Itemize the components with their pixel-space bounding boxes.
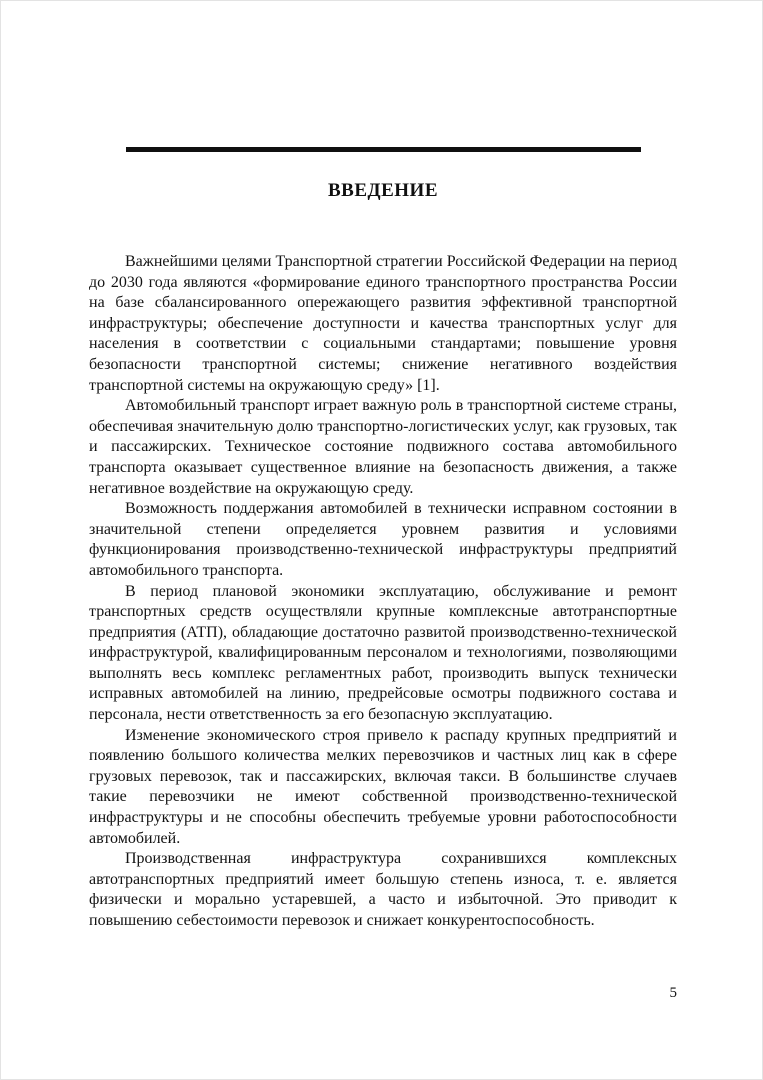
paragraph: Автомобильный транспорт играет важную роль в транспортной системе страны, обеспечивая значительную долю транспортно-логистических услуг, как грузовых, так и пассажирских. Техническое состояние подвижного состава автомобильного транспорта оказывает существенное влияние на безопасность движения, а также негативное воздействие на окружающую среду. xyxy=(89,397,677,497)
paragraph: Изменение экономического строя привело к распаду крупных предприятий и появлению большого количества мелких перевозчиков и частных лиц как в сфере грузовых перевозок, так и пассажирских, включая такси. В большинстве случаев такие перевозчики не имеют собственной производственно-технической инфраструктуры и не способны обеспечить требуемые уровни работоспособности автомобилей. xyxy=(89,726,677,847)
paragraph: В период плановой экономики эксплуатацию, обслуживание и ремонт транспортных средств осуществляли крупные комплексные автотранспортные предприятия (АТП), обладающие достаточно развитой производственно-технической инфраструктурой, квалифицированным персоналом и технологиями, позволяющими выполнять весь комплекс регламентных работ, производить выпуск технически исправных автомобилей на линию, предрейсовые осмотры подвижного состава и персонала, нести ответственность за его безопасную эксплуатацию. xyxy=(89,582,677,724)
page-content xyxy=(1,1,762,932)
paragraph: Возможность поддержания автомобилей в технически исправном состоянии в значительной степени определяется уровнем развития и условиями функционирования производственно-технической инфраструктуры предприятий автомобильного транспорта. xyxy=(89,500,677,579)
heading-rule xyxy=(126,147,641,152)
body-text xyxy=(89,252,677,932)
paragraph: Производственная инфраструктура сохранившихся комплексных автотранспортных предприятий имеет большую степень износа, т. е. является физически и морально устаревшей, а часто и избыточной. Это приводит к повышению себестоимости перевозок и снижает конкурентоспособность. xyxy=(89,850,677,929)
page-number: 5 xyxy=(669,985,677,1001)
paragraph: Важнейшими целями Транспортной стратегии Российской Федерации на период до 2030 года являются «формирование единого транспортного пространства России на базе сбалансированного опережающего развития эффективной транспортной инфраструктуры; обеспечение доступности и качества транспортных услуг для населения в соответствии с социальными стандартами; повышение уровня безопасности транспортной системы; снижение негативного воздействия транспортной системы на окружающую среду» [1]. xyxy=(89,253,677,394)
chapter-title: ВВЕДЕНИЕ xyxy=(328,180,438,201)
